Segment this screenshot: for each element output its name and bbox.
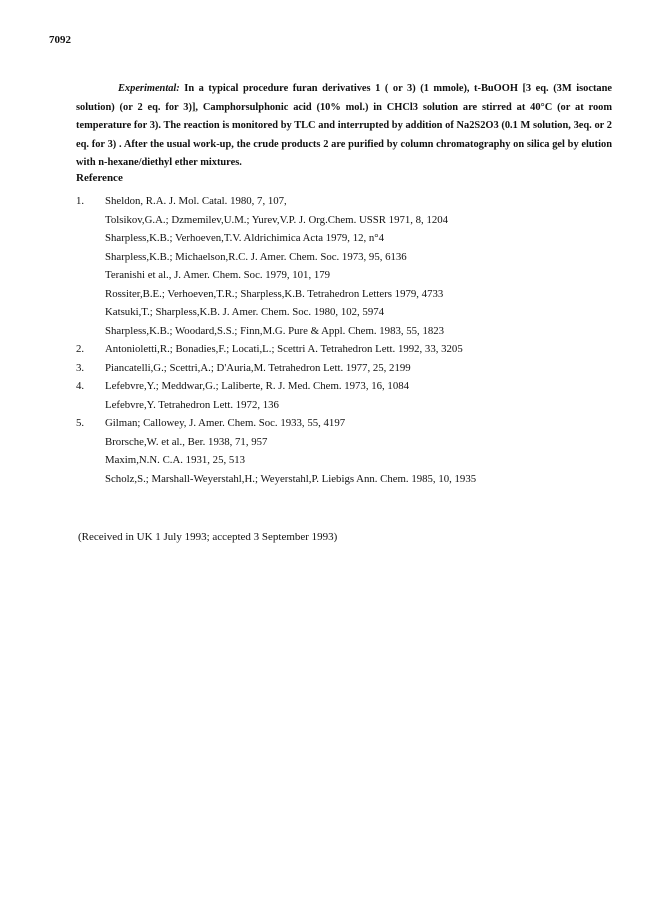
- reference-number: 2.: [76, 343, 85, 355]
- experimental-label: Experimental:: [118, 83, 180, 94]
- reference-text: Maxim,N.N. C.A. 1931, 25, 513: [105, 454, 246, 466]
- reference-text: Piancatelli,G.; Scettri,A.; D'Auria,M. Tetrahedron Lett. 1977, 25, 2199: [105, 361, 411, 374]
- reference-text: Antonioletti,R.; Bonadies,F.; Locati,L.; Scettri A. Tetrahedron Lett. 1992, 33, 3205: [105, 343, 463, 355]
- reference-text: Lefebvre,Y. Tetrahedron Lett. 1972, 136: [105, 398, 279, 411]
- reference-text: Teranishi et al., J. Amer. Chem. Soc. 1979, 101, 179: [105, 269, 331, 281]
- reference-item: [76, 192, 612, 211]
- experimental-text: In a typical procedure furan derivatives 1 ( or 3) (1 mmole), t-BuOOH [3 eq. (3M isoctane solution) (or 2 eq. for 3)], Camphorsulphonic acid (10% mol.) in CHCl3 solution are stirred at 40°C (or at room temperature for 3). The reaction is monitored by TLC and interrupted by addition of Na2S2O3 (0.1 M solution, 3eq. or 2 eq. for 3) . After the usual work-up, the crude products 2 are purified by column chromatography on silica gel by elution with n-hexane/diethyl ether mixtures.: [76, 83, 612, 169]
- reference-text: Scholz,S.; Marshall-Weyerstahl,H.; Weyerstahl,P. Liebigs Ann. Chem. 1985, 10, 1935: [105, 472, 477, 485]
- reference-item: [76, 359, 612, 378]
- experimental-paragraph: [76, 80, 612, 173]
- reference-text: Lefebvre,Y.; Meddwar,G.; Laliberte, R. J. Med. Chem. 1973, 16, 1084: [105, 380, 410, 392]
- reference-number: 1.: [76, 195, 85, 207]
- reference-item: [76, 229, 612, 248]
- reference-text: Sharpless,K.B.; Woodard,S.S.; Finn,M.G. Pure & Appl. Chem. 1983, 55, 1823: [105, 324, 445, 337]
- reference-list: [76, 192, 612, 488]
- reference-text: Tolsikov,G.A.; Dzmemilev,U.M.; Yurev,V.P. J. Org.Chem. USSR 1971, 8, 1204: [105, 213, 449, 226]
- reference-item: [76, 285, 612, 304]
- reference-text: Rossiter,B.E.; Verhoeven,T.R.; Sharpless,K.B. Tetrahedron Letters 1979, 4733: [105, 287, 444, 300]
- reference-item: [76, 414, 612, 433]
- reference-item: [76, 211, 612, 230]
- reference-text: Brorsche,W. et al., Ber. 1938, 71, 957: [105, 435, 268, 448]
- reference-item: [76, 377, 612, 396]
- reference-text: Katsuki,T.; Sharpless,K.B. J. Amer. Chem. Soc. 1980, 102, 5974: [105, 306, 385, 318]
- reference-item: [76, 303, 612, 322]
- received-note: (Received in UK 1 July 1993; accepted 3 September 1993): [78, 531, 338, 543]
- reference-number: 5.: [76, 417, 85, 429]
- reference-item: [76, 451, 612, 470]
- reference-number: 3.: [76, 361, 85, 374]
- reference-item: [76, 322, 612, 341]
- reference-item: [76, 470, 612, 489]
- reference-item: [76, 248, 612, 267]
- reference-text: Gilman; Callowey, J. Amer. Chem. Soc. 1933, 55, 4197: [105, 417, 346, 429]
- reference-number: 4.: [76, 380, 85, 392]
- reference-heading: Reference: [76, 172, 123, 184]
- reference-text: Sharpless,K.B.; Michaelson,R.C. J. Amer. Chem. Soc. 1973, 95, 6136: [105, 250, 407, 263]
- reference-item: [76, 433, 612, 452]
- reference-item: [76, 396, 612, 415]
- reference-item: [76, 340, 612, 359]
- reference-text: Sharpless,K.B.; Verhoeven,T.V. Aldrichimica Acta 1979, 12, n°4: [105, 232, 384, 244]
- reference-item: [76, 266, 612, 285]
- page-number: 7092: [49, 34, 71, 46]
- reference-text: Sheldon, R.A. J. Mol. Catal. 1980, 7, 107,: [105, 195, 287, 207]
